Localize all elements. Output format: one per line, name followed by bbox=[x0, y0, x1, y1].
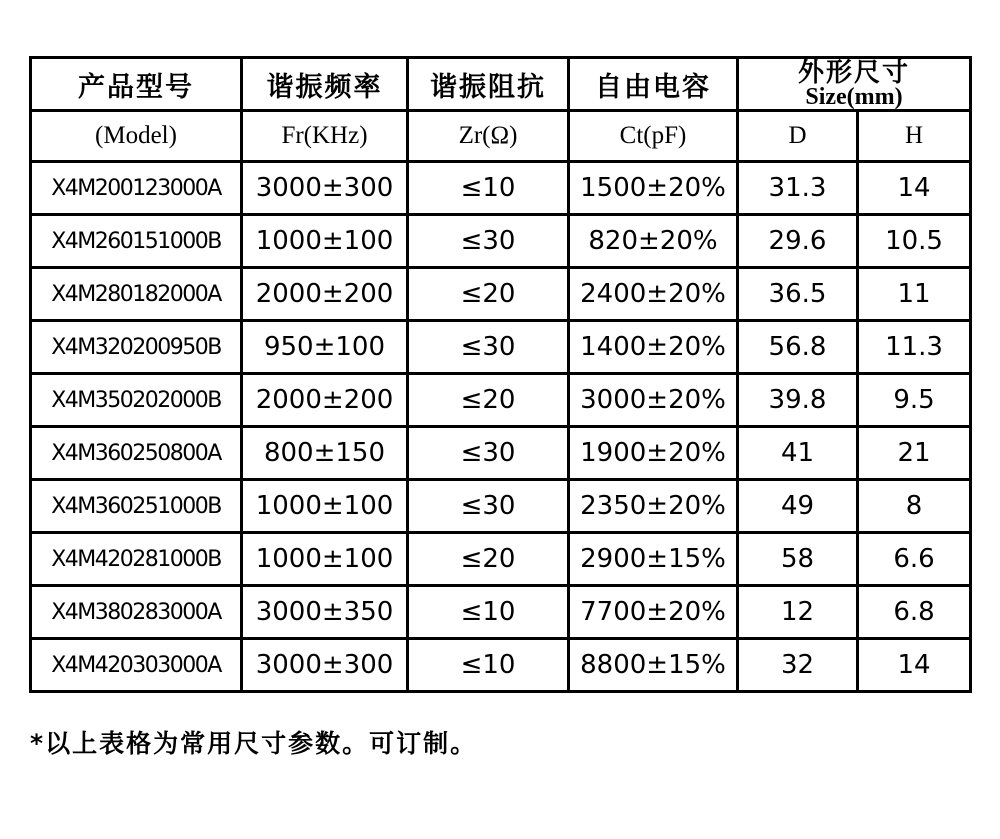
header-impedance-cn: 谐振阻抗 bbox=[408, 58, 569, 111]
impedance-cell: ≤30 bbox=[408, 215, 569, 268]
capacitance-cell: 3000±20% bbox=[569, 374, 738, 427]
diameter-cell: 12 bbox=[738, 586, 858, 639]
model-cell: X4M280182000A bbox=[31, 268, 242, 321]
model-cell: X4M380283000A bbox=[31, 586, 242, 639]
header-impedance-en: Zr(Ω) bbox=[408, 111, 569, 162]
capacitance-cell: 8800±15% bbox=[569, 639, 738, 692]
header-size-en: Size(mm) bbox=[805, 84, 903, 110]
model-cell: X4M420303000A bbox=[31, 639, 242, 692]
header-freq-en: Fr(KHz) bbox=[242, 111, 408, 162]
frequency-cell: 3000±300 bbox=[242, 162, 408, 215]
diameter-cell: 56.8 bbox=[738, 321, 858, 374]
table-row bbox=[31, 374, 971, 427]
table-row bbox=[31, 586, 971, 639]
table-row bbox=[31, 268, 971, 321]
header-height: H bbox=[858, 111, 971, 162]
diameter-cell: 32 bbox=[738, 639, 858, 692]
table-row bbox=[31, 215, 971, 268]
table-body bbox=[31, 162, 971, 692]
impedance-cell: ≤10 bbox=[408, 639, 569, 692]
header-model-en: (Model) bbox=[31, 111, 242, 162]
frequency-cell: 1000±100 bbox=[242, 533, 408, 586]
capacitance-cell: 820±20% bbox=[569, 215, 738, 268]
header-size-cn: 外形尺寸 bbox=[798, 58, 911, 88]
frequency-cell: 2000±200 bbox=[242, 374, 408, 427]
header-capacitance-en: Ct(pF) bbox=[569, 111, 738, 162]
frequency-cell: 3000±350 bbox=[242, 586, 408, 639]
diameter-cell: 39.8 bbox=[738, 374, 858, 427]
header-size bbox=[738, 58, 971, 111]
height-cell: 11.3 bbox=[858, 321, 971, 374]
diameter-cell: 49 bbox=[738, 480, 858, 533]
height-cell: 6.8 bbox=[858, 586, 971, 639]
frequency-cell: 2000±200 bbox=[242, 268, 408, 321]
capacitance-cell: 2350±20% bbox=[569, 480, 738, 533]
table-row bbox=[31, 321, 971, 374]
capacitance-cell: 2400±20% bbox=[569, 268, 738, 321]
spec-table bbox=[29, 56, 972, 693]
height-cell: 6.6 bbox=[858, 533, 971, 586]
model-cell: X4M200123000A bbox=[31, 162, 242, 215]
table-row bbox=[31, 533, 971, 586]
height-cell: 14 bbox=[858, 639, 971, 692]
model-cell: X4M350202000B bbox=[31, 374, 242, 427]
impedance-cell: ≤20 bbox=[408, 268, 569, 321]
model-cell: X4M360250800A bbox=[31, 427, 242, 480]
header-row-cn bbox=[31, 58, 971, 111]
model-cell: X4M360251000B bbox=[31, 480, 242, 533]
impedance-cell: ≤30 bbox=[408, 480, 569, 533]
model-cell: X4M320200950B bbox=[31, 321, 242, 374]
capacitance-cell: 1900±20% bbox=[569, 427, 738, 480]
impedance-cell: ≤10 bbox=[408, 586, 569, 639]
diameter-cell: 31.3 bbox=[738, 162, 858, 215]
frequency-cell: 800±150 bbox=[242, 427, 408, 480]
table-row bbox=[31, 480, 971, 533]
table-row bbox=[31, 427, 971, 480]
diameter-cell: 36.5 bbox=[738, 268, 858, 321]
height-cell: 9.5 bbox=[858, 374, 971, 427]
header-capacitance-cn: 自由电容 bbox=[569, 58, 738, 111]
model-cell: X4M420281000B bbox=[31, 533, 242, 586]
header-diameter: D bbox=[738, 111, 858, 162]
diameter-cell: 58 bbox=[738, 533, 858, 586]
height-cell: 10.5 bbox=[858, 215, 971, 268]
capacitance-cell: 1400±20% bbox=[569, 321, 738, 374]
height-cell: 14 bbox=[858, 162, 971, 215]
impedance-cell: ≤20 bbox=[408, 374, 569, 427]
capacitance-cell: 2900±15% bbox=[569, 533, 738, 586]
frequency-cell: 950±100 bbox=[242, 321, 408, 374]
footnote: *以上表格为常用尺寸参数。可订制。 bbox=[30, 729, 478, 758]
table-row bbox=[31, 639, 971, 692]
capacitance-cell: 1500±20% bbox=[569, 162, 738, 215]
frequency-cell: 1000±100 bbox=[242, 480, 408, 533]
header-model-cn: 产品型号 bbox=[31, 58, 242, 111]
height-cell: 21 bbox=[858, 427, 971, 480]
diameter-cell: 41 bbox=[738, 427, 858, 480]
frequency-cell: 1000±100 bbox=[242, 215, 408, 268]
frequency-cell: 3000±300 bbox=[242, 639, 408, 692]
impedance-cell: ≤10 bbox=[408, 162, 569, 215]
impedance-cell: ≤30 bbox=[408, 427, 569, 480]
impedance-cell: ≤20 bbox=[408, 533, 569, 586]
diameter-cell: 29.6 bbox=[738, 215, 858, 268]
header-freq-cn: 谐振频率 bbox=[242, 58, 408, 111]
model-cell: X4M260151000B bbox=[31, 215, 242, 268]
capacitance-cell: 7700±20% bbox=[569, 586, 738, 639]
table-row bbox=[31, 162, 971, 215]
impedance-cell: ≤30 bbox=[408, 321, 569, 374]
header-row-en bbox=[31, 111, 971, 162]
height-cell: 8 bbox=[858, 480, 971, 533]
height-cell: 11 bbox=[858, 268, 971, 321]
